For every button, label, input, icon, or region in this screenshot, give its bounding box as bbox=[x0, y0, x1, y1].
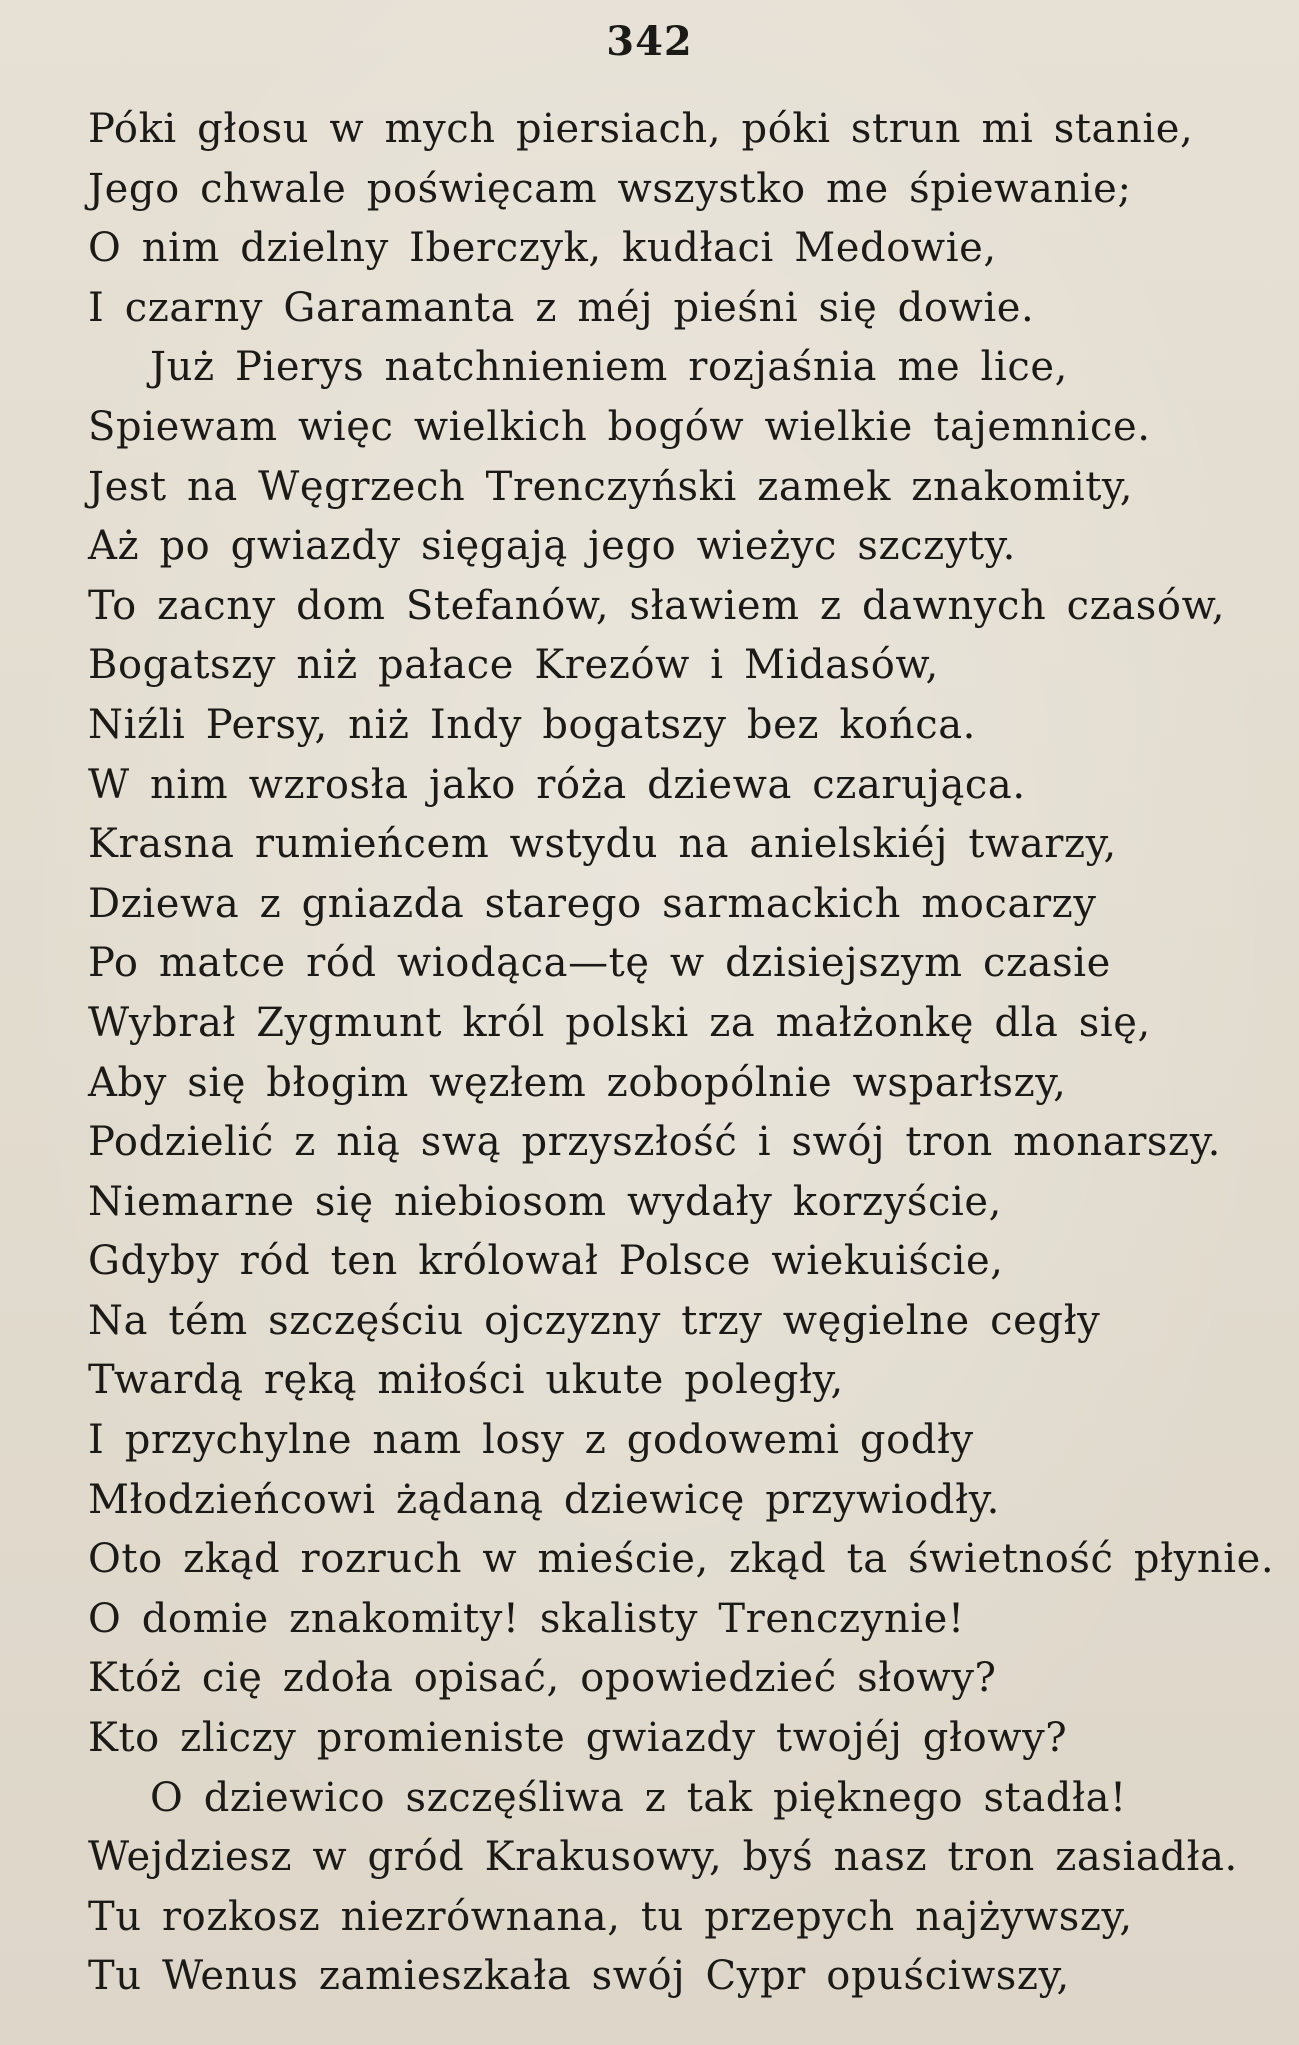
poem-line: Jest na Węgrzech Trenczyński zamek znakomity, bbox=[88, 463, 1134, 510]
poem-line: O domie znakomity! skalisty Trenczynie! bbox=[88, 1595, 965, 1642]
poem-line: Gdyby ród ten królował Polsce wiekuiście, bbox=[88, 1238, 1004, 1285]
poem-line: I czarny Garamanta z méj pieśni się dowie. bbox=[88, 284, 1035, 331]
poem-line: Jego chwale poświęcam wszystko me śpiewanie; bbox=[88, 165, 1132, 212]
poem-line: Spiewam więc wielkich bogów wielkie tajemnice. bbox=[88, 403, 1151, 450]
poem-line: Kto zliczy promieniste gwiazdy twojéj głowy? bbox=[88, 1715, 1068, 1762]
poem-line: Na tém szczęściu ojczyzny trzy węgielne cegły bbox=[88, 1297, 1101, 1344]
poem-text bbox=[88, 100, 1275, 2007]
poem-line: Aż po gwiazdy sięgają jego wieżyc szczyty. bbox=[88, 523, 1016, 570]
poem-line: Aby się błogim węzłem zobopólnie wsparłszy, bbox=[88, 1059, 1067, 1106]
poem-line: Młodzieńcowi żądaną dziewicę przywiodły. bbox=[88, 1476, 1000, 1523]
poem-line: Bogatszy niż pałace Krezów i Midasów, bbox=[88, 642, 939, 689]
poem-line: Wybrał Zygmunt król polski za małżonkę dla się, bbox=[88, 999, 1151, 1046]
poem-line: O dziewico szczęśliwa z tak pięknego stadła! bbox=[150, 1774, 1127, 1821]
poem-line: Oto zkąd rozruch w mieście, zkąd ta świetność płynie. bbox=[88, 1536, 1275, 1583]
poem-line: Niźli Persy, niż Indy bogatszy bez końca. bbox=[88, 701, 976, 748]
poem-line: I przychylne nam losy z godowemi godły bbox=[88, 1417, 974, 1464]
poem-line: Po matce ród wiodąca—tę w dzisiejszym czasie bbox=[88, 940, 1111, 987]
poem-line: Tu Wenus zamieszkała swój Cypr opuściwszy, bbox=[88, 1953, 1070, 2000]
poem-line: Krasna rumieńcem wstydu na anielskiéj twarzy, bbox=[88, 821, 1117, 868]
poem-line: Dziewa z gniazda starego sarmackich mocarzy bbox=[88, 880, 1097, 927]
poem-line: Tu rozkosz niezrównana, tu przepych najżywszy, bbox=[88, 1893, 1133, 1940]
page-number: 342 bbox=[606, 18, 693, 65]
poem-line: W nim wzrosła jako róża dziewa czarująca. bbox=[88, 761, 1026, 808]
poem-line: To zacny dom Stefanów, sławiem z dawnych czasów, bbox=[88, 582, 1226, 629]
poem-line: Niemarne się niebiosom wydały korzyście, bbox=[88, 1178, 1002, 1225]
poem-line: Póki głosu w mych piersiach, póki strun mi stanie, bbox=[88, 106, 1194, 152]
poem-line: O nim dzielny Iberczyk, kudłaci Medowie, bbox=[88, 225, 997, 272]
poem-line: Twardą ręką miłości ukute poległy, bbox=[88, 1357, 844, 1404]
poem-line: Już Pierys natchnieniem rozjaśnia me lice, bbox=[150, 344, 1068, 391]
poem-line: Podzielić z nią swą przyszłość i swój tron monarszy. bbox=[88, 1119, 1221, 1166]
poem-line: Wejdziesz w gród Krakusowy, byś nasz tron zasiadła. bbox=[88, 1834, 1238, 1881]
poem-line: Któż cię zdoła opisać, opowiedzieć słowy? bbox=[88, 1655, 997, 1702]
